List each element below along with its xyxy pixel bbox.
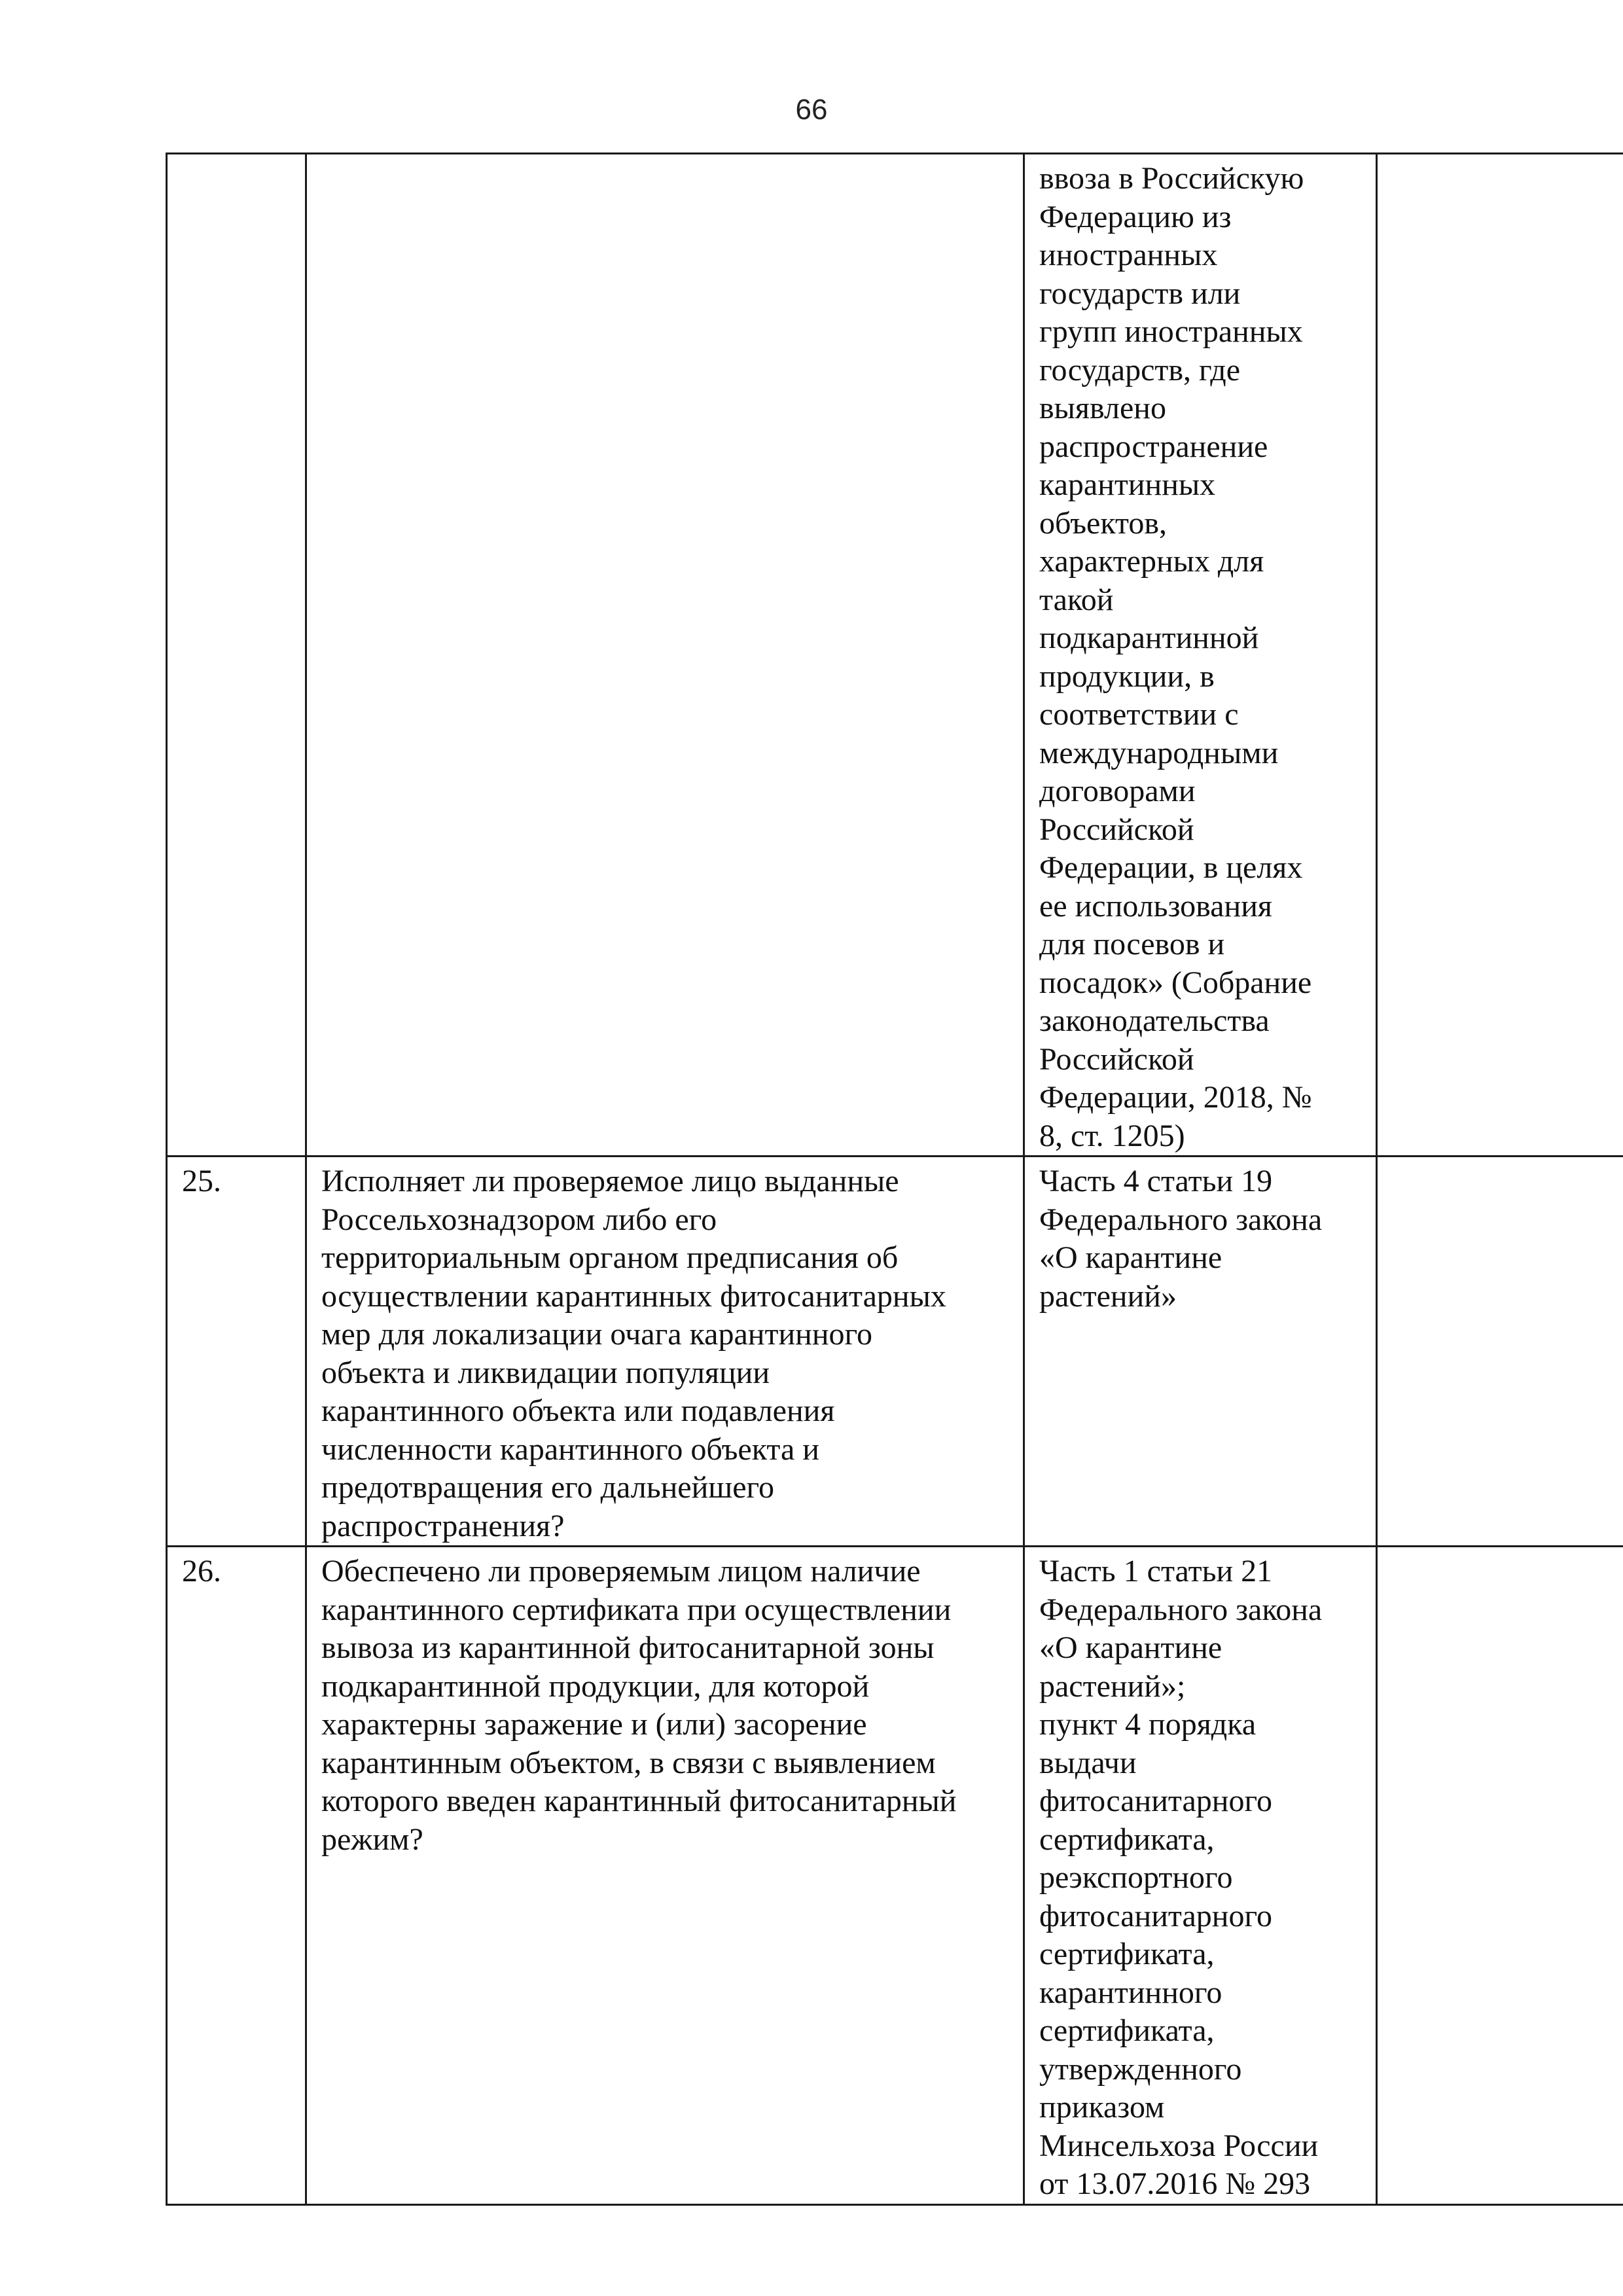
- text-line: территориальным органом предписания об: [321, 1240, 899, 1275]
- text-line: подкарантинной: [1039, 620, 1259, 655]
- text-line: Федерации, 2018, №: [1039, 1080, 1312, 1115]
- question-cell: [306, 1547, 1024, 2205]
- text-line: выявлено: [1039, 391, 1166, 425]
- table-row-26: [167, 1547, 1623, 2205]
- text-line: посадок» (Собрание: [1039, 965, 1312, 1000]
- text-line: иностранных: [1039, 238, 1218, 272]
- text-line: реэкспортного: [1039, 1860, 1233, 1895]
- text-line: продукции, в: [1039, 658, 1215, 694]
- text-line: государств или: [1039, 276, 1241, 311]
- text-line: ее использования: [1039, 888, 1272, 924]
- text-line: Часть 1 статьи 21: [1039, 1554, 1273, 1588]
- text-line: характерных для: [1039, 544, 1264, 579]
- text-line: мер для локализации очага карантинного: [321, 1317, 872, 1352]
- text-line: подкарантинной продукции, для которой: [321, 1668, 870, 1704]
- text-line: карантинного объекта или подавления: [321, 1393, 835, 1428]
- text-line: законодательства: [1039, 1003, 1270, 1038]
- text-line: фитосанитарного: [1039, 1784, 1272, 1818]
- text-line: Минсельхоза России: [1039, 2128, 1319, 2163]
- text-line: распространение: [1039, 429, 1268, 464]
- question-cell: [306, 1157, 1024, 1547]
- text-line: Федерацию из: [1039, 199, 1232, 234]
- text-line: Федерального закона: [1039, 1592, 1323, 1627]
- note-cell: [1377, 1547, 1623, 2205]
- text-line: «О карантине: [1039, 1630, 1222, 1665]
- text-line: Российской: [1039, 812, 1194, 847]
- table-row-continuation: [167, 154, 1623, 1157]
- text-line: ввоза в Российскую: [1039, 161, 1304, 196]
- text-line: вывоза из карантинной фитосанитарной зоны: [321, 1630, 935, 1665]
- page-number: 66: [795, 94, 828, 126]
- text-line: распространения?: [321, 1508, 565, 1543]
- text-line: для посевов и: [1039, 927, 1225, 961]
- item-number-cell: 26.: [167, 1547, 306, 2205]
- text-line: объекта и ликвидации популяции: [321, 1355, 770, 1390]
- text-line: от 13.07.2016 № 293: [1039, 2166, 1311, 2201]
- text-line: «О карантине: [1039, 1240, 1222, 1275]
- text-line: международными: [1039, 735, 1279, 770]
- text-line: объектов,: [1039, 505, 1168, 541]
- text-line: Часть 4 статьи 19: [1039, 1164, 1273, 1198]
- text-line: Обеспечено ли проверяемым лицом наличие: [321, 1554, 921, 1588]
- text-line: предотвращения его дальнейшего: [321, 1470, 775, 1505]
- text-line: фитосанитарного: [1039, 1898, 1272, 1933]
- text-line: соответствии с: [1039, 697, 1239, 732]
- text-line: Федерации, в целях: [1039, 850, 1303, 885]
- text-line: выдачи: [1039, 1745, 1137, 1780]
- text-line: утвержденного: [1039, 2051, 1242, 2087]
- text-line: карантинным объектом, в связи с выявлением: [321, 1745, 936, 1780]
- text-line: характерны заражение и (или) засорение: [321, 1707, 867, 1742]
- text-line: Россельхознадзором либо его: [321, 1202, 717, 1237]
- text-line: сертификата,: [1039, 1937, 1215, 1971]
- text-line: групп иностранных: [1039, 314, 1303, 349]
- question-cell: [306, 154, 1024, 1157]
- text-line: осуществлении карантинных фитосанитарных: [321, 1278, 946, 1314]
- text-line: 8, ст. 1205): [1039, 1118, 1185, 1153]
- text-line: растений»;: [1039, 1668, 1186, 1704]
- text-line: Российской: [1039, 1041, 1194, 1077]
- text-line: Исполняет ли проверяемое лицо выданные: [321, 1164, 899, 1198]
- item-number-cell: [167, 154, 306, 1157]
- text-line: режим?: [321, 1821, 423, 1857]
- text-line: сертификата,: [1039, 2013, 1215, 2048]
- table-row-25: [167, 1157, 1623, 1547]
- text-line: карантинного: [1039, 1975, 1222, 2010]
- text-line: договорами: [1039, 774, 1196, 808]
- item-number-cell: 25.: [167, 1157, 306, 1547]
- text-line: приказом: [1039, 2090, 1165, 2125]
- text-line: численности карантинного объекта и: [321, 1431, 819, 1467]
- text-line: которого введен карантинный фитосанитарный: [321, 1784, 957, 1818]
- text-line: государств, где: [1039, 352, 1241, 387]
- text-line: Федерального закона: [1039, 1202, 1323, 1237]
- text-line: сертификата,: [1039, 1821, 1215, 1857]
- note-cell: [1377, 154, 1623, 1157]
- text-line: растений»: [1039, 1278, 1177, 1314]
- legal-reference-cell: [1024, 154, 1377, 1157]
- text-line: такой: [1039, 582, 1114, 617]
- legal-reference-cell: [1024, 1547, 1377, 2205]
- text-line: карантинного сертификата при осуществлении: [321, 1592, 952, 1627]
- checklist-table: [166, 152, 1623, 2206]
- note-cell: [1377, 1157, 1623, 1547]
- text-line: пункт 4 порядка: [1039, 1707, 1257, 1742]
- text-line: карантинных: [1039, 467, 1216, 502]
- legal-reference-cell: [1024, 1157, 1377, 1547]
